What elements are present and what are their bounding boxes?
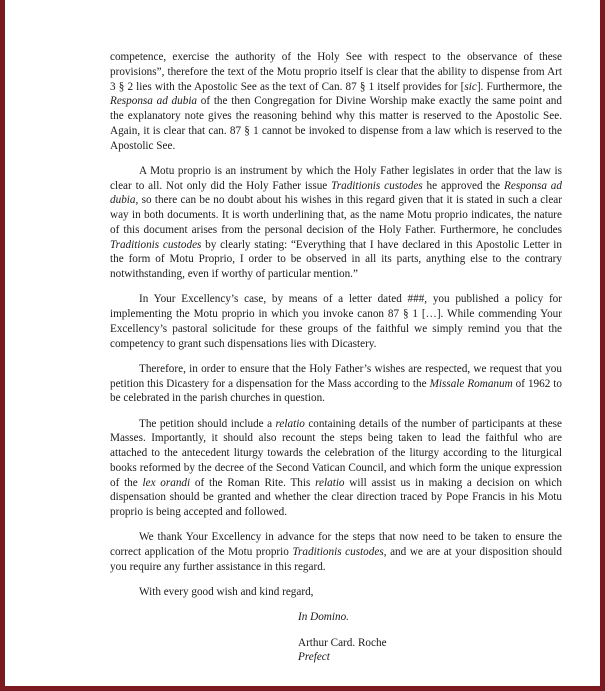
signature-block — [298, 610, 562, 665]
text-run: In Your Excellency’s case, by means of a letter dated ###, you published a policy for implementing the Motu proprio in which you invoke canon 87 § 1 […]. While commending Your Excellency’s pastoral solicitude for these groups of the faithful we simply remind you that the competency to grant such dispensations lies with Dicastery. — [110, 293, 562, 350]
text-run: ]. Furthermore, the — [476, 80, 562, 93]
paragraph-motu-proprio — [110, 164, 562, 282]
italic-run: Traditionis custodes — [331, 179, 423, 192]
text-run: of the Roman Rite. This — [190, 476, 316, 489]
text-run: will assist us in making a decision on which dispensation should be granted and whether the clear direction traced by Pope Francis in his Motu proprio is being accepted and followed. — [110, 476, 562, 518]
text-run: of the then Congregation for Divine Worship make exactly the same point and the explanatory note gives the reasoning behind why this matter is reserved to the Apostolic See. Again, it is clear that can. 87 § 1 cannot be invoked to dispense from a law which is reserved to the Apostolic See. — [110, 95, 562, 152]
italic-run: relatio — [315, 476, 345, 489]
italic-run: Responsa ad dubia — [110, 95, 198, 108]
paragraph-petition — [110, 417, 562, 520]
italic-run: relatio — [275, 417, 305, 430]
text-run: by clearly stating: “Everything that I have declared in this Apostolic Letter in the form of Motu Proprio, I order to be observed in all its parts, anything else to the contrary notwithstanding, even if worthy of particular mention.” — [110, 238, 562, 280]
italic-run: Traditionis custodes — [110, 238, 202, 251]
paragraph-excellency-case — [110, 292, 562, 351]
text-run: A Motu proprio is an instrument by which the Holy Father legislates in order that the law is clear to all. Not only did the Holy Father issue — [110, 164, 562, 192]
text-run: , so there can be no doubt about his wishes in this regard given that it is stated in such a clear way in both documents. It is worth underlining that, as the name Motu proprio indicates, the nature of this document arises from the personal decision of the Holy Father. Furthermore, he concludes — [110, 194, 562, 236]
paragraphs — [110, 50, 562, 575]
italic-run: Responsa ad dubia — [110, 179, 562, 207]
italic-run: Traditionis custodes — [292, 546, 384, 558]
paragraph-continuation — [110, 50, 562, 153]
text-run: he approved the — [422, 179, 505, 192]
paragraph-request — [110, 362, 562, 406]
text-run: Therefore, in order to ensure that the Holy Father’s wishes are respected, we request that you petition this Dicastery for a dispensation for the Mass according to the — [110, 362, 562, 390]
text-run: , and we are at your disposition should you require any further assistance in this regard. — [110, 546, 562, 573]
text-run: of 1962 to be celebrated in the parish churches in question. — [110, 377, 562, 405]
closing-line: With every good wish and kind regard, — [139, 586, 314, 598]
italic-run: Missale Romanum — [429, 377, 513, 390]
text-run: containing details of the number of participants at these Masses. Importantly, it should also recount the steps being taken to lead the faithful who are attached to the antecedent liturgy towards the celebration of the liturgy according to the liturgical books reformed by the decree of the Second Vatican Council, and which form the unique expression of the — [110, 417, 562, 489]
paragraph-thanks — [110, 530, 562, 574]
text-run: competence, exercise the authority of the Holy See with respect to the observance of these provisions”, therefore the text of the Motu proprio itself is clear that the ability to dispense from Art 3 § 2 lies with the Apostolic See as the text of Can. 87 § 1 itself provides for [ — [110, 51, 562, 93]
signature-salutation: In Domino. — [298, 611, 349, 624]
italic-run: lex orandi — [142, 476, 191, 489]
italic-run: sic — [464, 80, 477, 93]
text-run: We thank Your Excellency in advance for the steps that now need to be taken to ensure the correct application of the Motu proprio — [110, 531, 562, 558]
letter-body — [110, 50, 562, 665]
page-frame — [5, 0, 600, 686]
text-run: The petition should include a — [139, 417, 276, 430]
signature-name: Arthur Card. Roche — [298, 636, 387, 649]
signature-title: Prefect — [298, 651, 330, 664]
